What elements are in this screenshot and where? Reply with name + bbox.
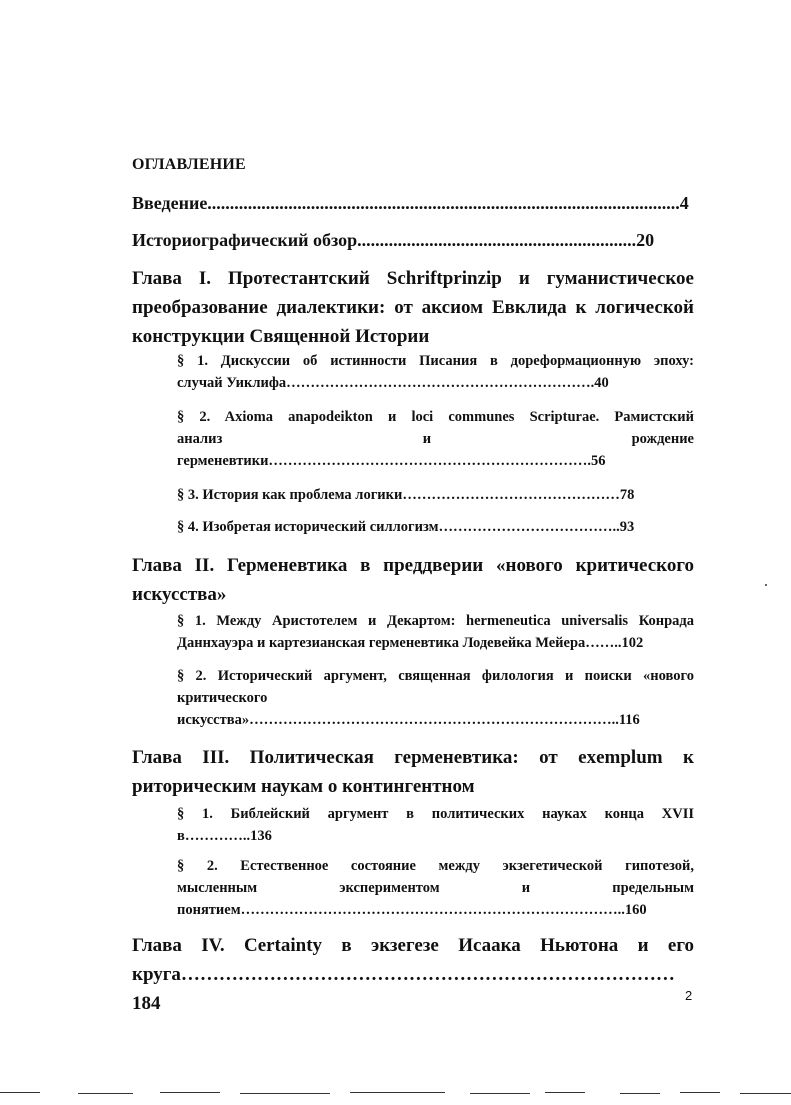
toc-chapter-line: круга……………………………………………………………………184: [132, 964, 675, 1014]
toc-chapter-line: преобразование диалектики: от аксиом Евклида к логической: [132, 297, 694, 318]
toc-entry-historiographic-review[interactable]: Историографический обзор..............................................................20: [132, 230, 655, 250]
toc-section-1-4[interactable]: [177, 516, 694, 538]
scan-line-artifact: [350, 1092, 445, 1093]
toc-section-2-2[interactable]: [177, 665, 694, 731]
toc-chapter-2[interactable]: [132, 551, 694, 609]
toc-section-line: случай Уиклифа……………………………………………………….40: [177, 375, 609, 391]
scan-line-artifact: [680, 1092, 720, 1093]
toc-section-line: § 1. Библейский аргумент в политических науках конца XVII: [177, 806, 694, 822]
scan-line-artifact: [0, 1092, 40, 1093]
toc-chapter-line: Глава I. Протестантский Schriftprinzip и гуманистическое: [132, 268, 694, 289]
scan-speck: [765, 584, 767, 586]
toc-section-line: в…………..136: [177, 828, 272, 844]
toc-section-1-2[interactable]: [177, 406, 694, 472]
toc-chapter-line: конструкции Священной Истории: [132, 326, 430, 347]
toc-chapter-4[interactable]: [132, 931, 694, 1018]
toc-chapter-line: Глава II. Герменевтика в преддверии «нового критического: [132, 555, 694, 576]
toc-section-line: § 3. История как проблема логики………………………………………78: [177, 487, 635, 503]
toc-section-line: § 2. Исторический аргумент, священная филология и поиски «нового: [177, 668, 694, 684]
toc-chapter-line: искусства»: [132, 584, 227, 605]
toc-chapter-1[interactable]: [132, 264, 694, 351]
scan-line-artifact: [160, 1092, 220, 1093]
toc-chapter-line: риторическим наукам о контингентном: [132, 776, 475, 797]
toc-section-line: § 2. Естественное состояние между экзегетической гипотезой,: [177, 858, 694, 874]
toc-word: анализ и рождение: [177, 431, 694, 447]
scan-line-artifact: [240, 1093, 330, 1094]
toc-section-line: § 1. Между Аристотелем и Декартом: hermeneutica universalis Конрада: [177, 613, 694, 629]
page-title: ОГЛАВЛЕНИЕ: [132, 156, 246, 173]
toc-section-line: понятием……………………………………………………………………..160: [177, 902, 647, 918]
scan-line-artifact: [740, 1093, 791, 1094]
toc-section-3-1[interactable]: [177, 803, 694, 847]
toc-section-1-1[interactable]: [177, 350, 694, 394]
toc-section-line: герменевтики………………………………………………………….56: [177, 453, 606, 469]
toc-section-line: [177, 428, 694, 450]
toc-section-3-2[interactable]: [177, 855, 694, 921]
toc-entry-introduction[interactable]: Введение.........................................................................................................4: [132, 193, 689, 213]
toc-chapter-line: Глава IV. Certainty в экзегезе Исаака Ньютона и его: [132, 935, 694, 956]
toc-chapter-3[interactable]: [132, 743, 694, 801]
toc-section-line: [177, 877, 694, 899]
scan-line-artifact: [78, 1093, 133, 1094]
toc-section-line: Даннхауэра и картезианская герменевтика Лодевейка Мейера……..102: [177, 635, 644, 651]
scan-line-artifact: [620, 1093, 660, 1094]
toc-section-line: § 2. Axioma anapodeikton и loci communes Scripturae. Рамистский: [177, 409, 694, 425]
toc-chapter-line: Глава III. Политическая герменевтика: от exemplum к: [132, 747, 694, 768]
toc-section-line: § 1. Дискуссии об истинности Писания в дореформационную эпоху:: [177, 353, 694, 369]
scan-line-artifact: [470, 1093, 530, 1094]
toc-section-line: искусства»…………………………………………………………………..116: [177, 712, 640, 728]
toc-section-2-1[interactable]: [177, 610, 694, 654]
toc-word: мысленным экспериментом и предельным: [177, 880, 694, 896]
scan-line-artifact: [545, 1092, 585, 1093]
toc-section-line: критического: [177, 690, 268, 706]
toc-section-line: § 4. Изобретая исторический силлогизм………………………………..93: [177, 519, 635, 535]
page-number: 2: [685, 988, 693, 1003]
toc-section-1-3[interactable]: [177, 484, 694, 506]
